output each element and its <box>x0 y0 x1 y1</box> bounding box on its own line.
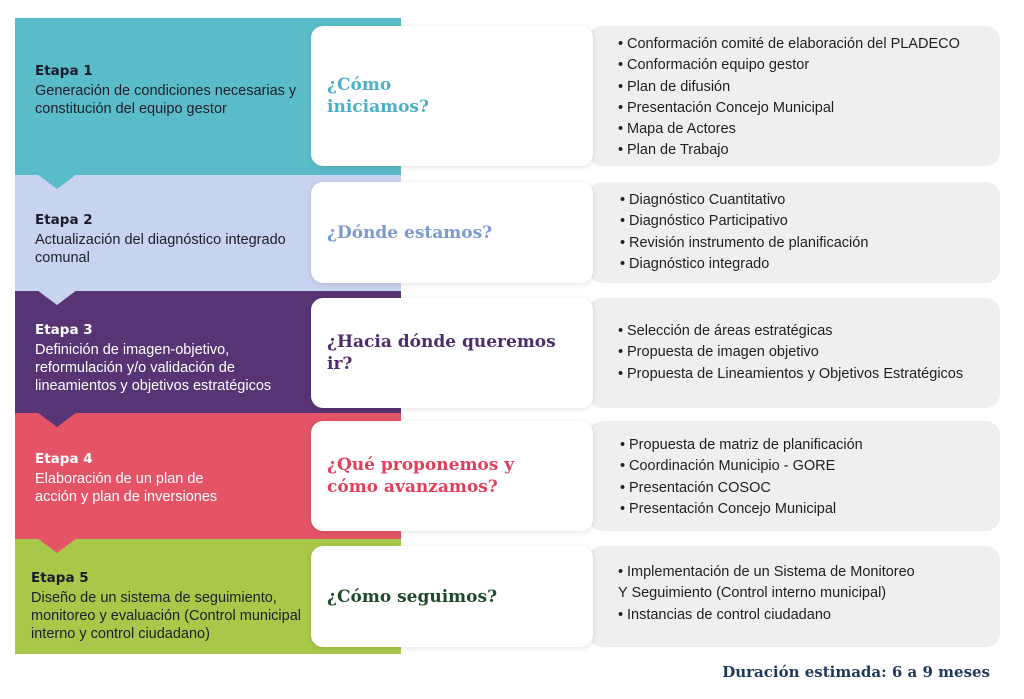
stage-4-arrow <box>37 538 77 553</box>
stage-2-arrow <box>37 290 77 305</box>
list-item: • Presentación Concejo Municipal <box>620 500 837 517</box>
stage-4-text <box>35 450 305 506</box>
stage-3-list-card <box>588 298 1000 408</box>
list-item: • Propuesta de imagen objetivo <box>618 344 819 361</box>
stage-2-description: Actualización del diagnóstico integrado comunal <box>35 232 286 266</box>
stage-4-title: Etapa 4 <box>35 451 93 467</box>
stage-5-question-card <box>311 546 593 647</box>
list-item: • Implementación de un Sistema de Monitoreo Y Seguimiento (Control interno municipal) <box>618 564 915 602</box>
list-item: • Conformación comité de elaboración del PLADECO <box>618 36 960 52</box>
stage-1-text <box>35 62 305 118</box>
stage-5-description: Diseño de un sistema de seguimiento, monitoreo y evaluación (Control municipal interno y control ciudadano) <box>31 590 301 642</box>
list-item: • Coordinación Municipio - GORE <box>620 458 836 475</box>
stage-3-arrow <box>37 412 77 427</box>
list-item: • Mapa de Actores <box>618 121 736 138</box>
list-item: • Revisión instrumento de planificación <box>620 234 869 251</box>
stage-1-list-card <box>588 26 1000 166</box>
list-item: • Propuesta de Lineamientos y Objetivos Estratégicos <box>618 365 964 382</box>
stage-5-list-card <box>588 546 1000 647</box>
list-item: • Plan de difusión <box>618 78 731 95</box>
list-item: • Plan de Trabajo <box>618 142 729 159</box>
list-item: • Conformación equipo gestor <box>618 57 810 74</box>
stage-5-question: ¿Cómo seguimos? <box>327 586 498 607</box>
list-item: • Selección de áreas estratégicas <box>618 323 833 339</box>
stage-4-list-card <box>588 421 1000 531</box>
list-item: • Instancias de control ciudadano <box>618 606 831 623</box>
stage-1-description: Generación de condiciones necesarias y constitución del equipo gestor <box>35 83 297 117</box>
stage-2-text <box>35 211 305 267</box>
stage-4-question: ¿Qué proponemos y cómo avanzamos? <box>327 455 515 497</box>
stage-5-text <box>31 569 316 643</box>
stage-3-question: ¿Hacia dónde queremos ir? <box>327 332 556 374</box>
stage-3-title: Etapa 3 <box>35 322 93 338</box>
list-item: • Diagnóstico integrado <box>620 255 770 272</box>
stage-2-question-card <box>311 182 593 283</box>
duration-footer: Duración estimada: 6 a 9 meses <box>722 663 990 681</box>
list-item: • Presentación Concejo Municipal <box>618 99 835 116</box>
list-item: • Diagnóstico Participativo <box>620 213 788 230</box>
stage-1-arrow <box>37 174 77 189</box>
stage-2-title: Etapa 2 <box>35 212 93 228</box>
stage-1-title: Etapa 1 <box>35 63 93 79</box>
stage-1-question-card <box>311 26 593 166</box>
list-item: • Propuesta de matriz de planificación <box>620 437 863 453</box>
stage-1-question: ¿Cómo iniciamos? <box>327 75 429 117</box>
stage-3-description: Definición de imagen-objetivo, reformulación y/o validación de lineamientos y objetivos estratégicos <box>35 342 272 394</box>
stage-2-list-card <box>588 182 1000 283</box>
stage-4-question-card <box>311 421 593 531</box>
stage-2-question: ¿Dónde estamos? <box>327 222 493 243</box>
list-item: • Diagnóstico Cuantitativo <box>620 192 786 208</box>
stage-4-description: Elaboración de un plan de acción y plan de inversiones <box>35 471 218 505</box>
stage-3-question-card <box>311 298 593 408</box>
stage-5-title: Etapa 5 <box>31 570 89 586</box>
stage-3-text <box>35 321 305 395</box>
list-item: • Presentación COSOC <box>620 479 771 496</box>
